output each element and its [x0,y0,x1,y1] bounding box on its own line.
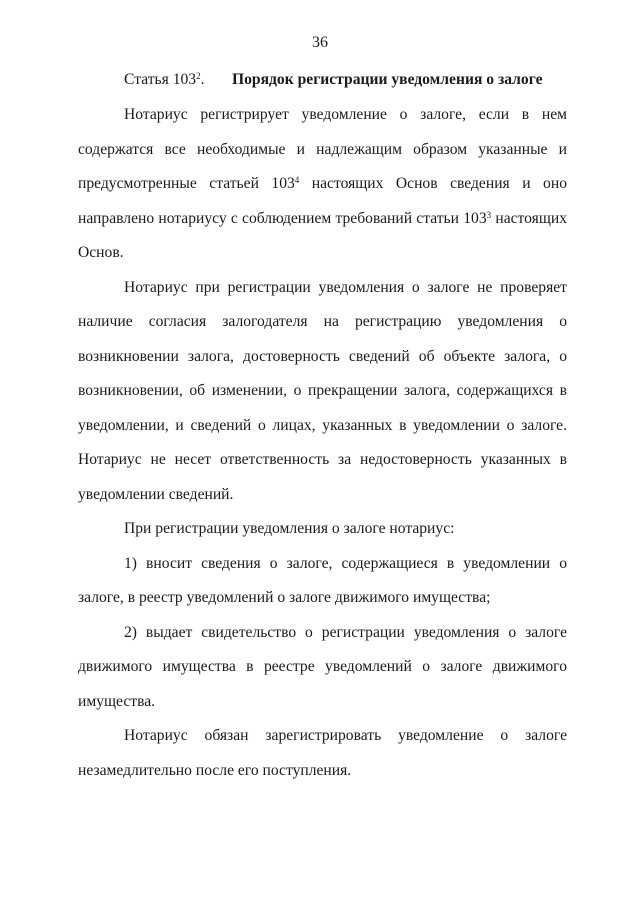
page-number: 36 [312,34,328,51]
paragraph-1-sup-2: 3 [486,209,492,220]
article-label-superscript: 2 [196,71,201,81]
paragraph-1-text-b: настоящих Основ сведения и оно направлено нотариусу с соблюдением требований статьи 103 [78,175,567,227]
paragraph-1-sup-1: 4 [294,175,300,185]
article-body [78,98,567,788]
paragraph-obligation: Нотариус обязан зарегистрировать уведомление о залоге незамедлительно после его поступления. [78,727,567,779]
paragraph-registration-intro: При регистрации уведомления о залоге нотариус: [124,520,455,537]
article-label-suffix: . [200,71,205,88]
paragraph-1-text-c: настоящих Основ. [78,209,567,261]
article-title: Порядок регистрации уведомления о залоге [232,71,543,88]
article-label [124,70,232,90]
paragraph-1-text-a: Нотариус регистрирует уведомление о залоге, если в нем содержатся все необходимые и надлежащим образом указанные и предусмотренные статьей 103 [78,106,567,192]
paragraph-item-2: 2) выдает свидетельство о регистрации уведомления о залоге движимого имущества в реестре уведомлений о залоге движимого имущества. [78,623,567,710]
paragraph-item-1: 1) вносит сведения о залоге, содержащиеся в уведомлении о залоге, в реестр уведомлений о залоге движимого имущества; [78,554,567,606]
paragraph-no-verification: Нотариус при регистрации уведомления о залоге не проверяет наличие согласия залогодателя на регистрацию уведомления о возникновении залога, достоверность сведений об объекте залога, о возникновении, об изменении, о прекращении залога, содержащихся в уведомлении, и сведений о лицах, указанных в уведомлении о залоге. Нотариус не несет ответственность за недостоверность указанных в уведомлении сведений. [78,278,567,503]
article-heading [124,70,570,90]
article-label-text: Статья 103 [124,71,197,88]
paragraph-registration-conditions [78,98,567,271]
